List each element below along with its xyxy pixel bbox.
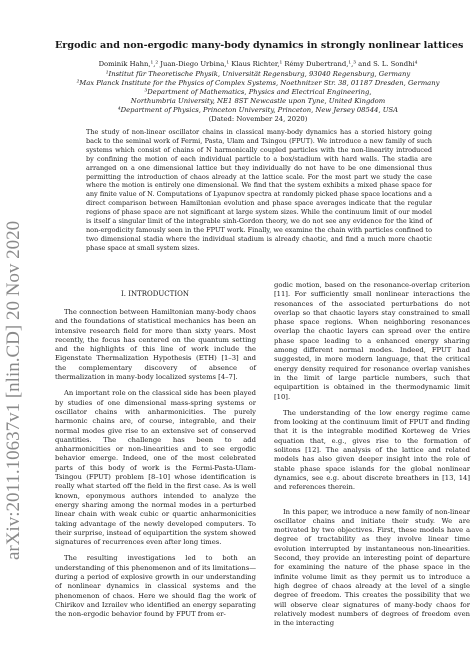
paragraph: In this paper, we introduce a new family of non-linear oscillator chains and initiate their study. We are motivated by two objectives. First, these models have a degree of tractability as they involve linear time evolution interrupted by instantaneous non-linearities. Second, they provide an interesting point of departure for examining the nature of the phase space in the infinite volume limit as they permit us to introduce a high degree of chaos already at the level of a single degree of freedom. This creates the possibility that we will observe clear signatures of many-body chaos for relatively modest numbers of degrees of freedom even in the interacting bbox=[274, 507, 470, 628]
paragraph: godic motion, based on the resonance-overlap criterion [11]. For sufficiently small nonlinear interactions the resonances of the associated perturbations do not overlap so that chaotic layers stay constrained to small phase space regions. When neighboring resonances overlap the chaotic layers can spread over the entire phase space leading to a enhanced energy sharing among different normal modes. Indeed, FPUT had suggested, in more modern language, that the critical energy density required for resonance overlap vanishes in the limit of large particle numbers, such that equipartition is obtained in the thermodynamic limit [10]. bbox=[274, 281, 470, 401]
paragraph: The connection between Hamiltonian many-body chaos and the foundations of statistical mechanics has been an intensive research field for more than sixty years. Most recently, the focus has centered on the quantum setting and the highlights of this line of work include the Eigenstate Thermalization Hypothesis (ETH) [1–3] and the complementary discovery of absence of thermalization in many-body localized systems [4–7]. bbox=[55, 308, 256, 382]
paragraph: The resulting investigations led to both an understanding of this phenomenon and of its limitations—during a period of explosive growth in our understanding of nonlinear dynamics in classical systems and the phenomenon of chaos. Here we should flag the work of Chirikov and Izrailev who identified an energy separating the non-ergodic behavior found by FPUT from er- bbox=[55, 554, 256, 619]
affiliation-2: ²Max Planck Institute for the Physics of Complex Systems, Noethnitzer Str. 38, 01187 Dresden, Germany bbox=[76, 79, 440, 87]
author-list: Dominik Hahn,¹,² Juan-Diego Urbina,¹ Klaus Richter,¹ Rémy Dubertrand,¹,³ and S. L. Sondhi⁴ bbox=[98, 60, 418, 68]
affiliation-4: ⁴Department of Physics, Princeton University, Princeton, New Jersey 08544, USA bbox=[117, 106, 399, 114]
right-column bbox=[274, 281, 470, 628]
affiliation-3: ³Department of Mathematics, Physics and Electrical Engineering, bbox=[144, 88, 372, 96]
date-line: (Dated: November 24, 2020) bbox=[208, 115, 308, 123]
left-column bbox=[55, 308, 256, 620]
abstract: The study of non-linear oscillator chains in classical many-body dynamics has a storied history going back to the seminal work of Fermi, Pasta, Ulam and Tsingou (FPUT). We introduce a new family of such systems which consist of chains of N harmonically coupled particles with the non-linearity introduced by confining the motion of each individual particle to a box/stadium with hard walls. The stadia are arranged on a one dimensional lattice but they individually do not have to be one dimensional thus permitting the introduction of chaos already at the lattice scale. For the most part we study the case where the motion is entirely one dimensional. We find that the system exhibits a mixed phase space for any finite value of N. Computations of Lyapunov spectra at randomly picked phase space locations and a direct comparison between Hamiltonian evolution and phase space averages indicate that the regular regions of phase space are not significant at large system sizes. While the continuum limit of our model is itself a singular limit of the integrable sinh-Gordon theory, we do not see any evidence for the kind of non-ergodicity famously seen in the FPUT work. Finally, we examine the chain with particles confined to two dimensional stadia where the individual stadium is already chaotic, and find a much more chaotic phase space at small system sizes. bbox=[86, 128, 432, 252]
affiliation-3-cont: Northumbria University, NE1 8ST Newcastle upon Tyne, United Kingdom bbox=[130, 97, 386, 105]
paper-title: Ergodic and non-ergodic many-body dynamics in strongly nonlinear lattices bbox=[55, 40, 464, 51]
affiliation-1: ¹Institut für Theoretische Physik, Universität Regensburg, 93040 Regensburg, Germany bbox=[105, 70, 411, 78]
paragraph: The understanding of the low energy regime came from looking at the continuum limit of FPUT and finding that it is the integrable modified Korteweg de Vries equation that, e.g., gives rise to the formation of solitons [12]. The analysis of the lattice and related models has also given deeper insight into the role of stable phase space islands for the global nonlinear dynamics, see e.g. about discrete breathers in [13, 14] and references therein. bbox=[274, 408, 470, 492]
section-heading: I. INTRODUCTION bbox=[121, 290, 189, 298]
arxiv-identifier: arXiv:2011.10637v1 [nlin.CD] 20 Nov 2020 bbox=[3, 220, 24, 560]
paragraph: An important role on the classical side has been played by studies of one dimensional mass-spring systems or oscillator chains with anharmonicities. The purely harmonic chains are, of course, integrable, and their normal modes give rise to an extensive set of conserved quantities. The challenge has been to add anharmonicities or non-linearities and to see ergodic behavior emerge. Indeed, one of the most celebrated parts of this body of work is the Fermi-Pasta-Ulam-Tsingou (FPUT) problem [8–10] whose identification is really what started off the field in the first case. As is well known, eponymous authors intended to analyze the energy sharing among the normal modes in a perturbed linear chain with weak cubic or quartic anharmonicities taking advantage of the newly developed computers. To their surprise, instead of equipartition the system showed signatures of recurrences even after long times. bbox=[55, 389, 256, 547]
